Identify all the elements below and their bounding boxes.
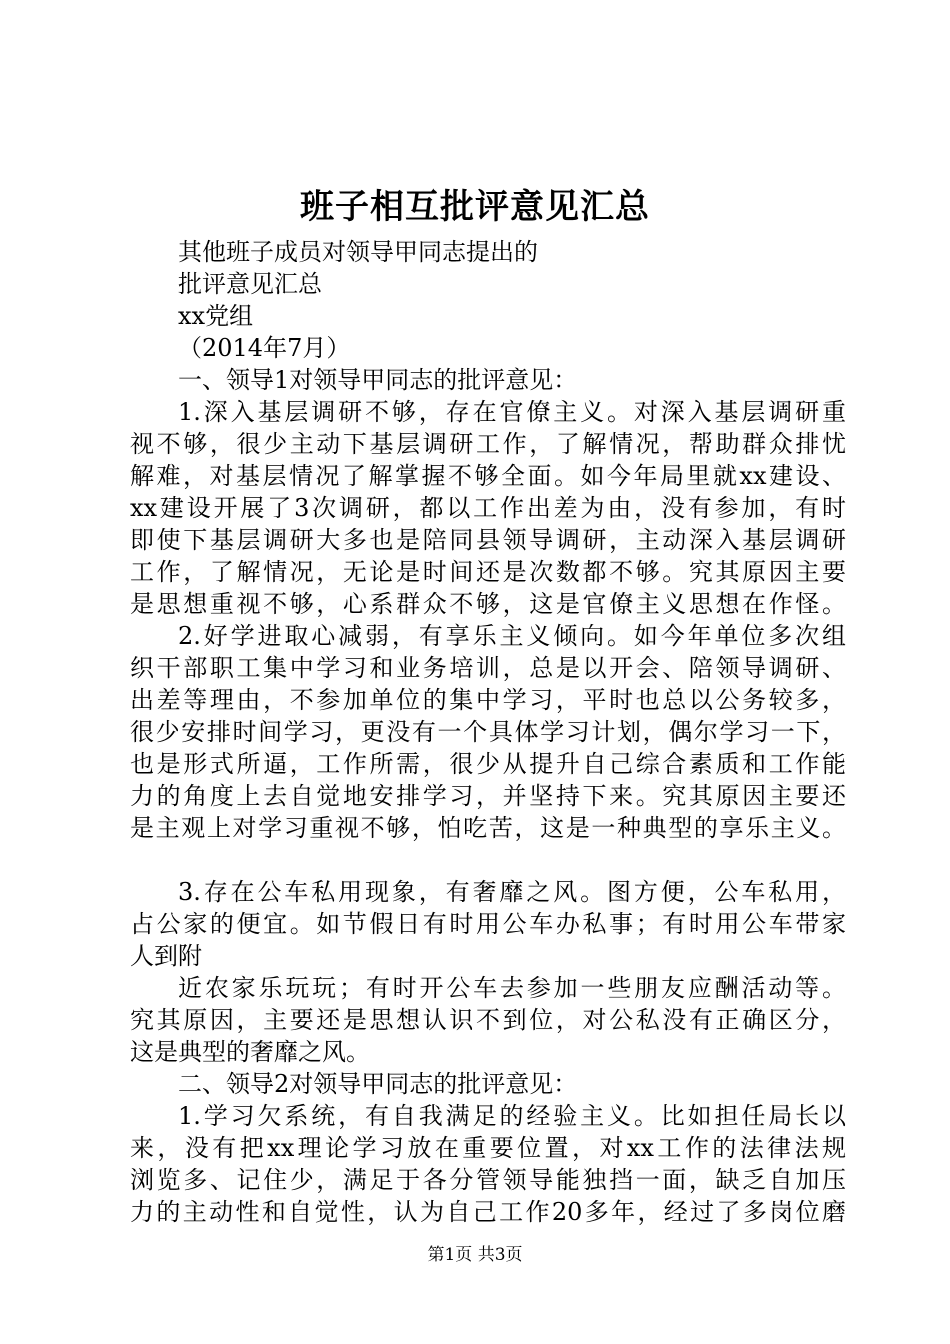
text-line: 很少安排时间学习，更没有一个具体学习计划，偶尔学习一下， <box>130 718 846 746</box>
text-line: 织干部职工集中学习和业务培训，总是以开会、陪领导调研、 <box>130 654 846 682</box>
text-line: 力的主动性和自觉性，认为自己工作20多年，经过了多岗位磨 <box>130 1198 846 1226</box>
text-line: 出差等理由，不参加单位的集中学习，平时也总以公务较多， <box>130 686 846 714</box>
text-line: 也是形式所逼，工作所需，很少从提升自己综合素质和工作能 <box>130 750 846 778</box>
document-title: 班子相互批评意见汇总 <box>300 187 650 227</box>
page-footer: 第1页 共3页 <box>427 1245 523 1265</box>
text-line: 批评意见汇总 <box>178 270 322 298</box>
text-line: 人到附 <box>130 942 202 970</box>
text-line: 占公家的便宜。如节假日有时用公车办私事；有时用公车带家 <box>130 910 846 938</box>
text-line: xx建设开展了3次调研，都以工作出差为由，没有参加，有时 <box>130 494 846 522</box>
text-line: 二、领导2对领导甲同志的批评意见： <box>178 1070 578 1098</box>
text-line: xx党组 <box>178 302 254 330</box>
text-line: 3.存在公车私用现象，有奢靡之风。图方便，公车私用， <box>178 878 846 906</box>
text-line: 究其原因，主要还是思想认识不到位，对公私没有正确区分， <box>130 1006 846 1034</box>
text-line: 浏览多、记住少，满足于各分管领导能独挡一面，缺乏自加压 <box>130 1166 846 1194</box>
text-line: 2.好学进取心减弱，有享乐主义倾向。如今年单位多次组 <box>178 622 846 650</box>
text-line: 这是典型的奢靡之风。 <box>130 1038 370 1066</box>
text-line: 来，没有把xx理论学习放在重要位置，对xx工作的法律法规 <box>130 1134 846 1162</box>
text-line: 解难，对基层情况了解掌握不够全面。如今年局里就xx建设、 <box>130 462 846 490</box>
text-line: 即使下基层调研大多也是陪同县领导调研，主动深入基层调研 <box>130 526 846 554</box>
text-line: 其他班子成员对领导甲同志提出的 <box>178 238 538 266</box>
text-line: 是主观上对学习重视不够，怕吃苦，这是一种典型的享乐主义。 <box>130 814 846 842</box>
text-line: 视不够，很少主动下基层调研工作，了解情况，帮助群众排忧 <box>130 430 846 458</box>
text-line: 1.深入基层调研不够，存在官僚主义。对深入基层调研重 <box>178 398 846 426</box>
text-line: 近农家乐玩玩；有时开公车去参加一些朋友应酬活动等。 <box>178 974 846 1002</box>
text-line: 1.学习欠系统，有自我满足的经验主义。比如担任局长以 <box>178 1102 846 1130</box>
text-line: 力的角度上去自觉地安排学习，并坚持下来。究其原因主要还 <box>130 782 846 810</box>
text-line: 工作，了解情况，无论是时间还是次数都不够。究其原因主要 <box>130 558 846 586</box>
blank-line <box>130 844 846 876</box>
text-line: 是思想重视不够，心系群众不够，这是官僚主义思想在作怪。 <box>130 590 846 618</box>
text-line: （2014年7月） <box>178 334 351 362</box>
text-line: 一、领导1对领导甲同志的批评意见： <box>178 366 578 394</box>
document-body <box>130 236 846 1228</box>
